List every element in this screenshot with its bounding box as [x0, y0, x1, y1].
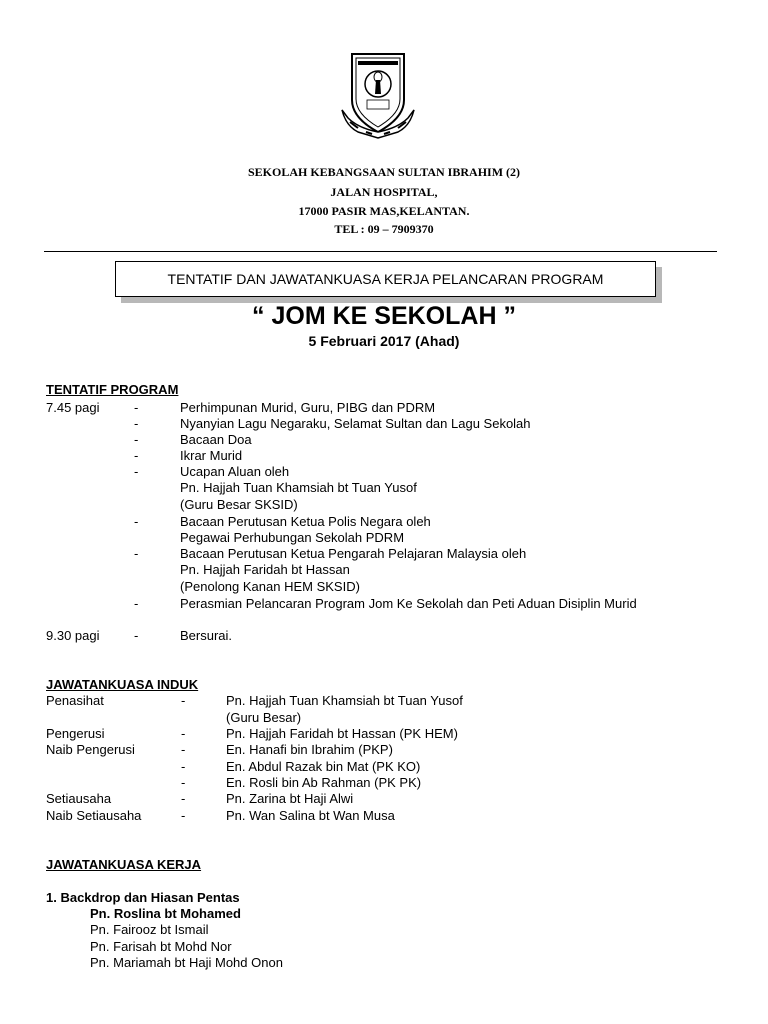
title-box-text: TENTATIF DAN JAWATANKUASA KERJA PELANCARAN PROGRAM — [167, 271, 604, 287]
tentatif-item: Bersurai. — [180, 628, 233, 643]
induk-dash: - — [181, 693, 186, 708]
tentatif-item: Perasmian Pelancaran Program Jom Ke Sekolah dan Peti Aduan Disiplin Murid — [180, 596, 637, 611]
induk-name: (Guru Besar) — [226, 710, 302, 725]
induk-dash: - — [181, 775, 186, 790]
tentatif-item: Pegawai Perhubungan Sekolah PDRM — [180, 530, 405, 545]
tentatif-heading: TENTATIF PROGRAM — [46, 382, 179, 397]
tentatif-dash: - — [134, 596, 139, 611]
tentatif-item: Bacaan Perutusan Ketua Polis Negara oleh — [180, 514, 431, 529]
kerja-item-leader: Pn. Roslina bt Mohamed — [90, 906, 241, 921]
school-crest-logo — [338, 48, 418, 144]
induk-name: En. Hanafi bin Ibrahim (PKP) — [226, 742, 393, 757]
induk-dash: - — [181, 742, 186, 757]
tentatif-item: Bacaan Doa — [180, 432, 252, 447]
tentatif-item: Bacaan Perutusan Ketua Pengarah Pelajaran Malaysia oleh — [180, 546, 527, 561]
induk-heading: JAWATANKUASA INDUK — [46, 677, 199, 692]
tentatif-item: Perhimpunan Murid, Guru, PIBG dan PDRM — [180, 400, 436, 415]
tentatif-item: (Penolong Kanan HEM SKSID) — [180, 579, 360, 594]
tentatif-item: (Guru Besar SKSID) — [180, 497, 298, 512]
tentatif-item: Pn. Hajjah Tuan Khamsiah bt Tuan Yusof — [180, 480, 417, 495]
kerja-item-member: Pn. Fairooz bt Ismail — [90, 922, 209, 937]
tentatif-time: 7.45 pagi — [46, 400, 100, 415]
tentatif-dash: - — [134, 416, 139, 431]
tentatif-item: Ikrar Murid — [180, 448, 243, 463]
induk-name: En. Rosli bin Ab Rahman (PK PK) — [226, 775, 422, 790]
kerja-item-title: 1. Backdrop dan Hiasan Pentas — [46, 890, 240, 905]
tentatif-time: 9.30 pagi — [46, 628, 100, 643]
kerja-heading: JAWATANKUASA KERJA — [46, 857, 202, 872]
induk-role: Pengerusi — [46, 726, 105, 741]
address-line-2: 17000 PASIR MAS,KELANTAN. — [298, 204, 470, 218]
program-date: 5 Februari 2017 (Ahad) — [308, 333, 460, 349]
tentatif-item: Nyanyian Lagu Negaraku, Selamat Sultan dan Lagu Sekolah — [180, 416, 531, 431]
header-divider — [44, 251, 717, 252]
tentatif-dash: - — [134, 628, 139, 643]
tentatif-dash: - — [134, 400, 139, 415]
induk-name: Pn. Wan Salina bt Wan Musa — [226, 808, 395, 823]
kerja-item-member: Pn. Mariamah bt Haji Mohd Onon — [90, 955, 283, 970]
induk-dash: - — [181, 791, 186, 806]
induk-name: En. Abdul Razak bin Mat (PK KO) — [226, 759, 421, 774]
tentatif-dash: - — [134, 432, 139, 447]
induk-name: Pn. Hajjah Faridah bt Hassan (PK HEM) — [226, 726, 458, 741]
induk-name: Pn. Hajjah Tuan Khamsiah bt Tuan Yusof — [226, 693, 463, 708]
induk-role: Setiausaha — [46, 791, 112, 806]
induk-role: Naib Setiausaha — [46, 808, 142, 823]
induk-dash: - — [181, 726, 186, 741]
induk-name: Pn. Zarina bt Haji Alwi — [226, 791, 354, 806]
telephone: TEL : 09 – 7909370 — [334, 222, 434, 236]
title-box — [115, 261, 656, 297]
tentatif-dash: - — [134, 514, 139, 529]
tentatif-item: Pn. Hajjah Faridah bt Hassan — [180, 562, 350, 577]
tentatif-dash: - — [134, 546, 139, 561]
tentatif-dash: - — [134, 464, 139, 479]
induk-dash: - — [181, 759, 186, 774]
kerja-item-member: Pn. Farisah bt Mohd Nor — [90, 939, 232, 954]
school-name: SEKOLAH KEBANGSAAN SULTAN IBRAHIM (2) — [247, 165, 521, 179]
tentatif-dash: - — [134, 448, 139, 463]
induk-dash: - — [181, 808, 186, 823]
program-title: “ JOM KE SEKOLAH ” — [252, 302, 516, 330]
induk-role: Naib Pengerusi — [46, 742, 135, 757]
induk-role: Penasihat — [46, 693, 104, 708]
tentatif-item: Ucapan Aluan oleh — [180, 464, 290, 479]
address-line-1: JALAN HOSPITAL, — [330, 185, 438, 199]
